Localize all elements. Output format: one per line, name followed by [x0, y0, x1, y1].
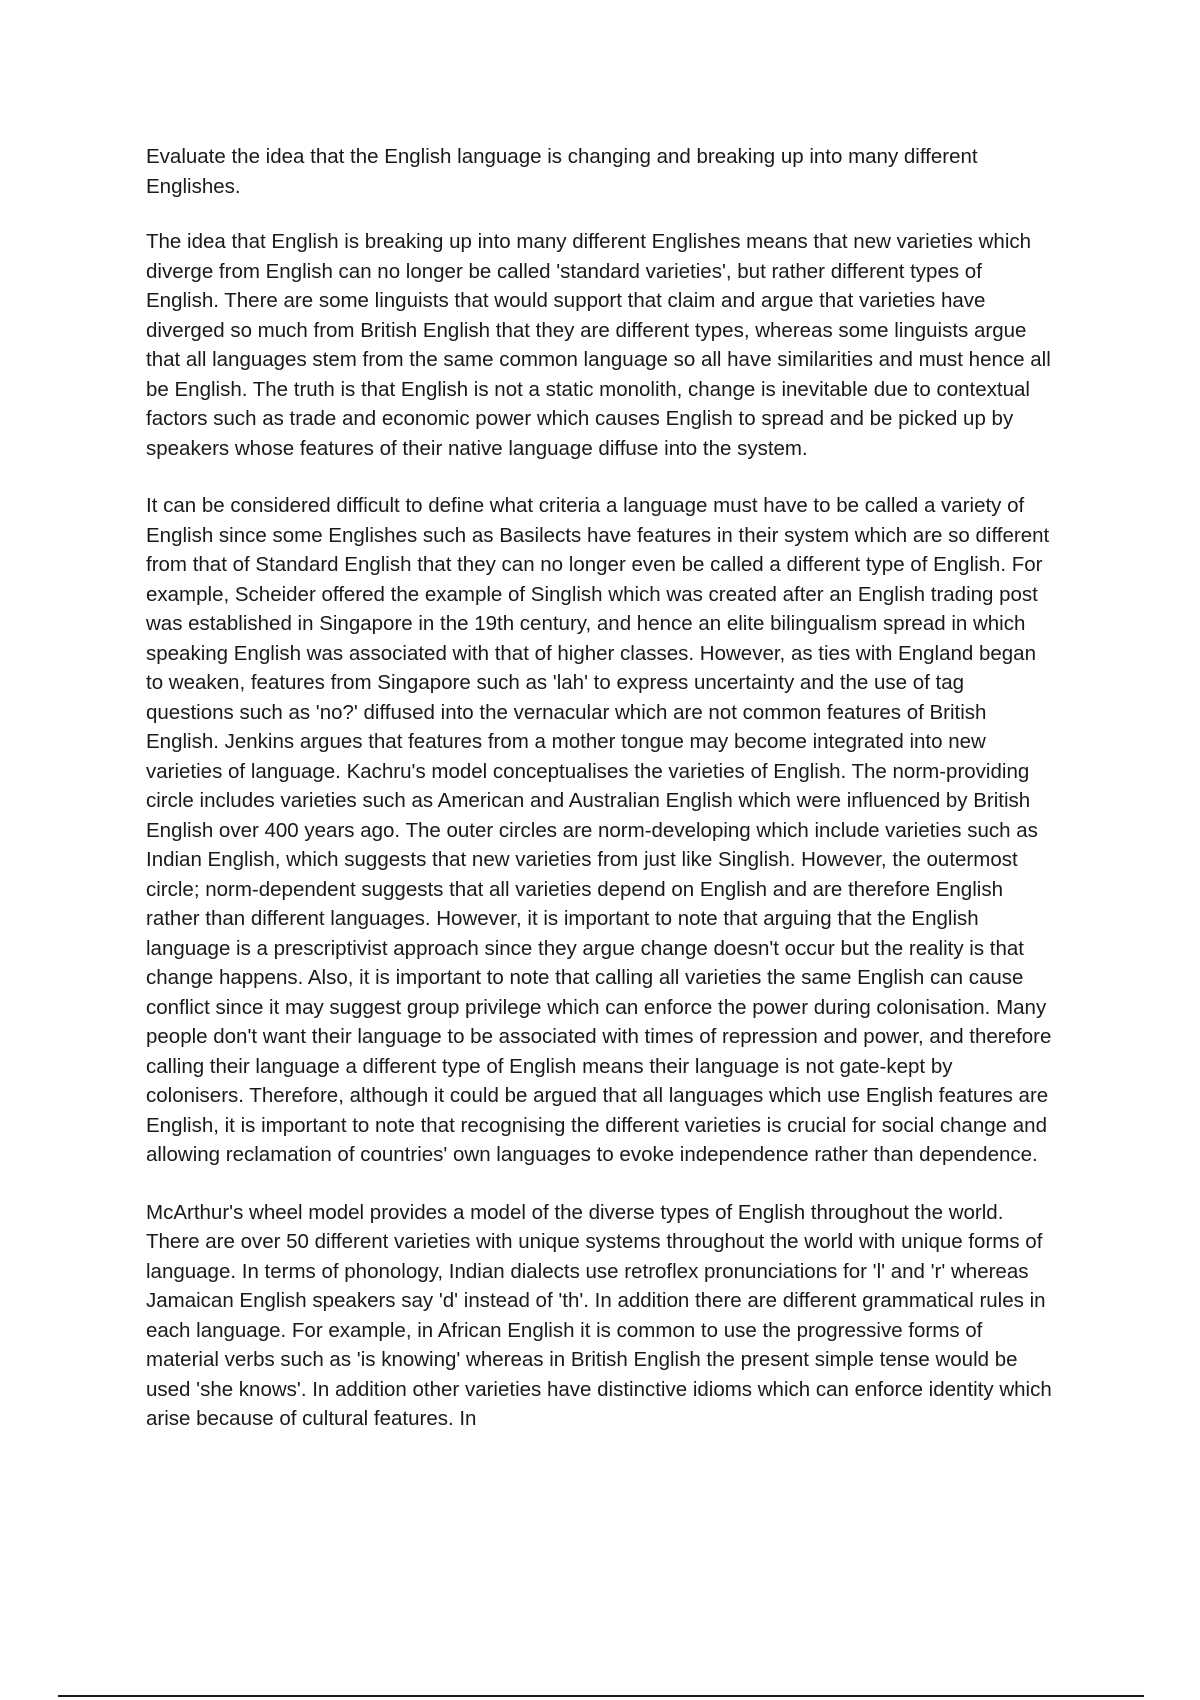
document-page: [146, 142, 1056, 1462]
paragraph-introduction: The idea that English is breaking up into many different Englishes means that new varieties which diverge from English can no longer be called 'standard varieties', but rather different types of English. There are some linguists that would support that claim and argue that varieties have diverged so much from British English that they are different types, whereas some linguists argue that all languages stem from the same common language so all have similarities and must hence all be English. The truth is that English is not a static monolith, change is inevitable due to contextual factors such as trade and economic power which causes English to spread and be picked up by speakers whose features of their native language diffuse into the system.: [146, 230, 1051, 460]
essay-question: Evaluate the idea that the English language is changing and breaking up into many different Englishes.: [146, 145, 978, 198]
paragraph-mcarthur-wheel: McArthur's wheel model provides a model of the diverse types of English throughout the world. There are over 50 different varieties with unique systems throughout the world with unique forms of language. In terms of phonology, Indian dialects use retroflex pronunciations for 'l' and 'r' whereas Jamaican English speakers say 'd' instead of 'th'. In addition there are different grammatical rules in each language. For example, in African English it is common to use the progressive forms of material verbs such as 'is knowing' whereas in British English the present simple tense would be used 'she knows'. In addition other varieties have distinctive idioms which can enforce identity which arise because of cultural features. In: [146, 1200, 1052, 1430]
paragraph-varieties-definition: It can be considered difficult to define what criteria a language must have to be called a variety of English since some Englishes such as Basilects have features in their system which are so different from that of Standard English that they can no longer even be called a different type of English. For example, Scheider offered the example of Singlish which was created after an English trading post was established in Singapore in the 19th century, and hence an elite bilingualism spread in which speaking English was associated with that of higher classes. However, as ties with England began to weaken, features from Singapore such as 'lah' to express uncertainty and the use of tag questions such as 'no?' diffused into the vernacular which are not common features of British English. Jenkins argues that features from a mother tongue may become integrated into new varieties of language. Kachru's model conceptualises the varieties of English. The norm-providing circle includes varieties such as American and Australian English which were influenced by British English over 400 years ago. The outer circles are norm-developing which include varieties such as Indian English, which suggests that new varieties from just like Singlish. However, the outermost circle; norm-dependent suggests that all varieties depend on English and are therefore English rather than different languages. However, it is important to note that arguing that the English language is a prescriptivist approach since they argue change doesn't occur but the reality is that change happens. Also, it is important to note that calling all varieties the same English can cause conflict since it may suggest group privilege which can enforce the power during colonisation. Many people don't want their language to be associated with times of repression and power, and therefore calling their language a different type of English means their language is not gate-kept by colonisers. Therefore, although it could be argued that all languages which use English features are English, it is important to note that recognising the different varieties is crucial for social change and allowing reclamation of countries' own languages to evoke independence rather than dependence.: [146, 494, 1052, 1166]
page-bottom-divider: [58, 1695, 1144, 1697]
